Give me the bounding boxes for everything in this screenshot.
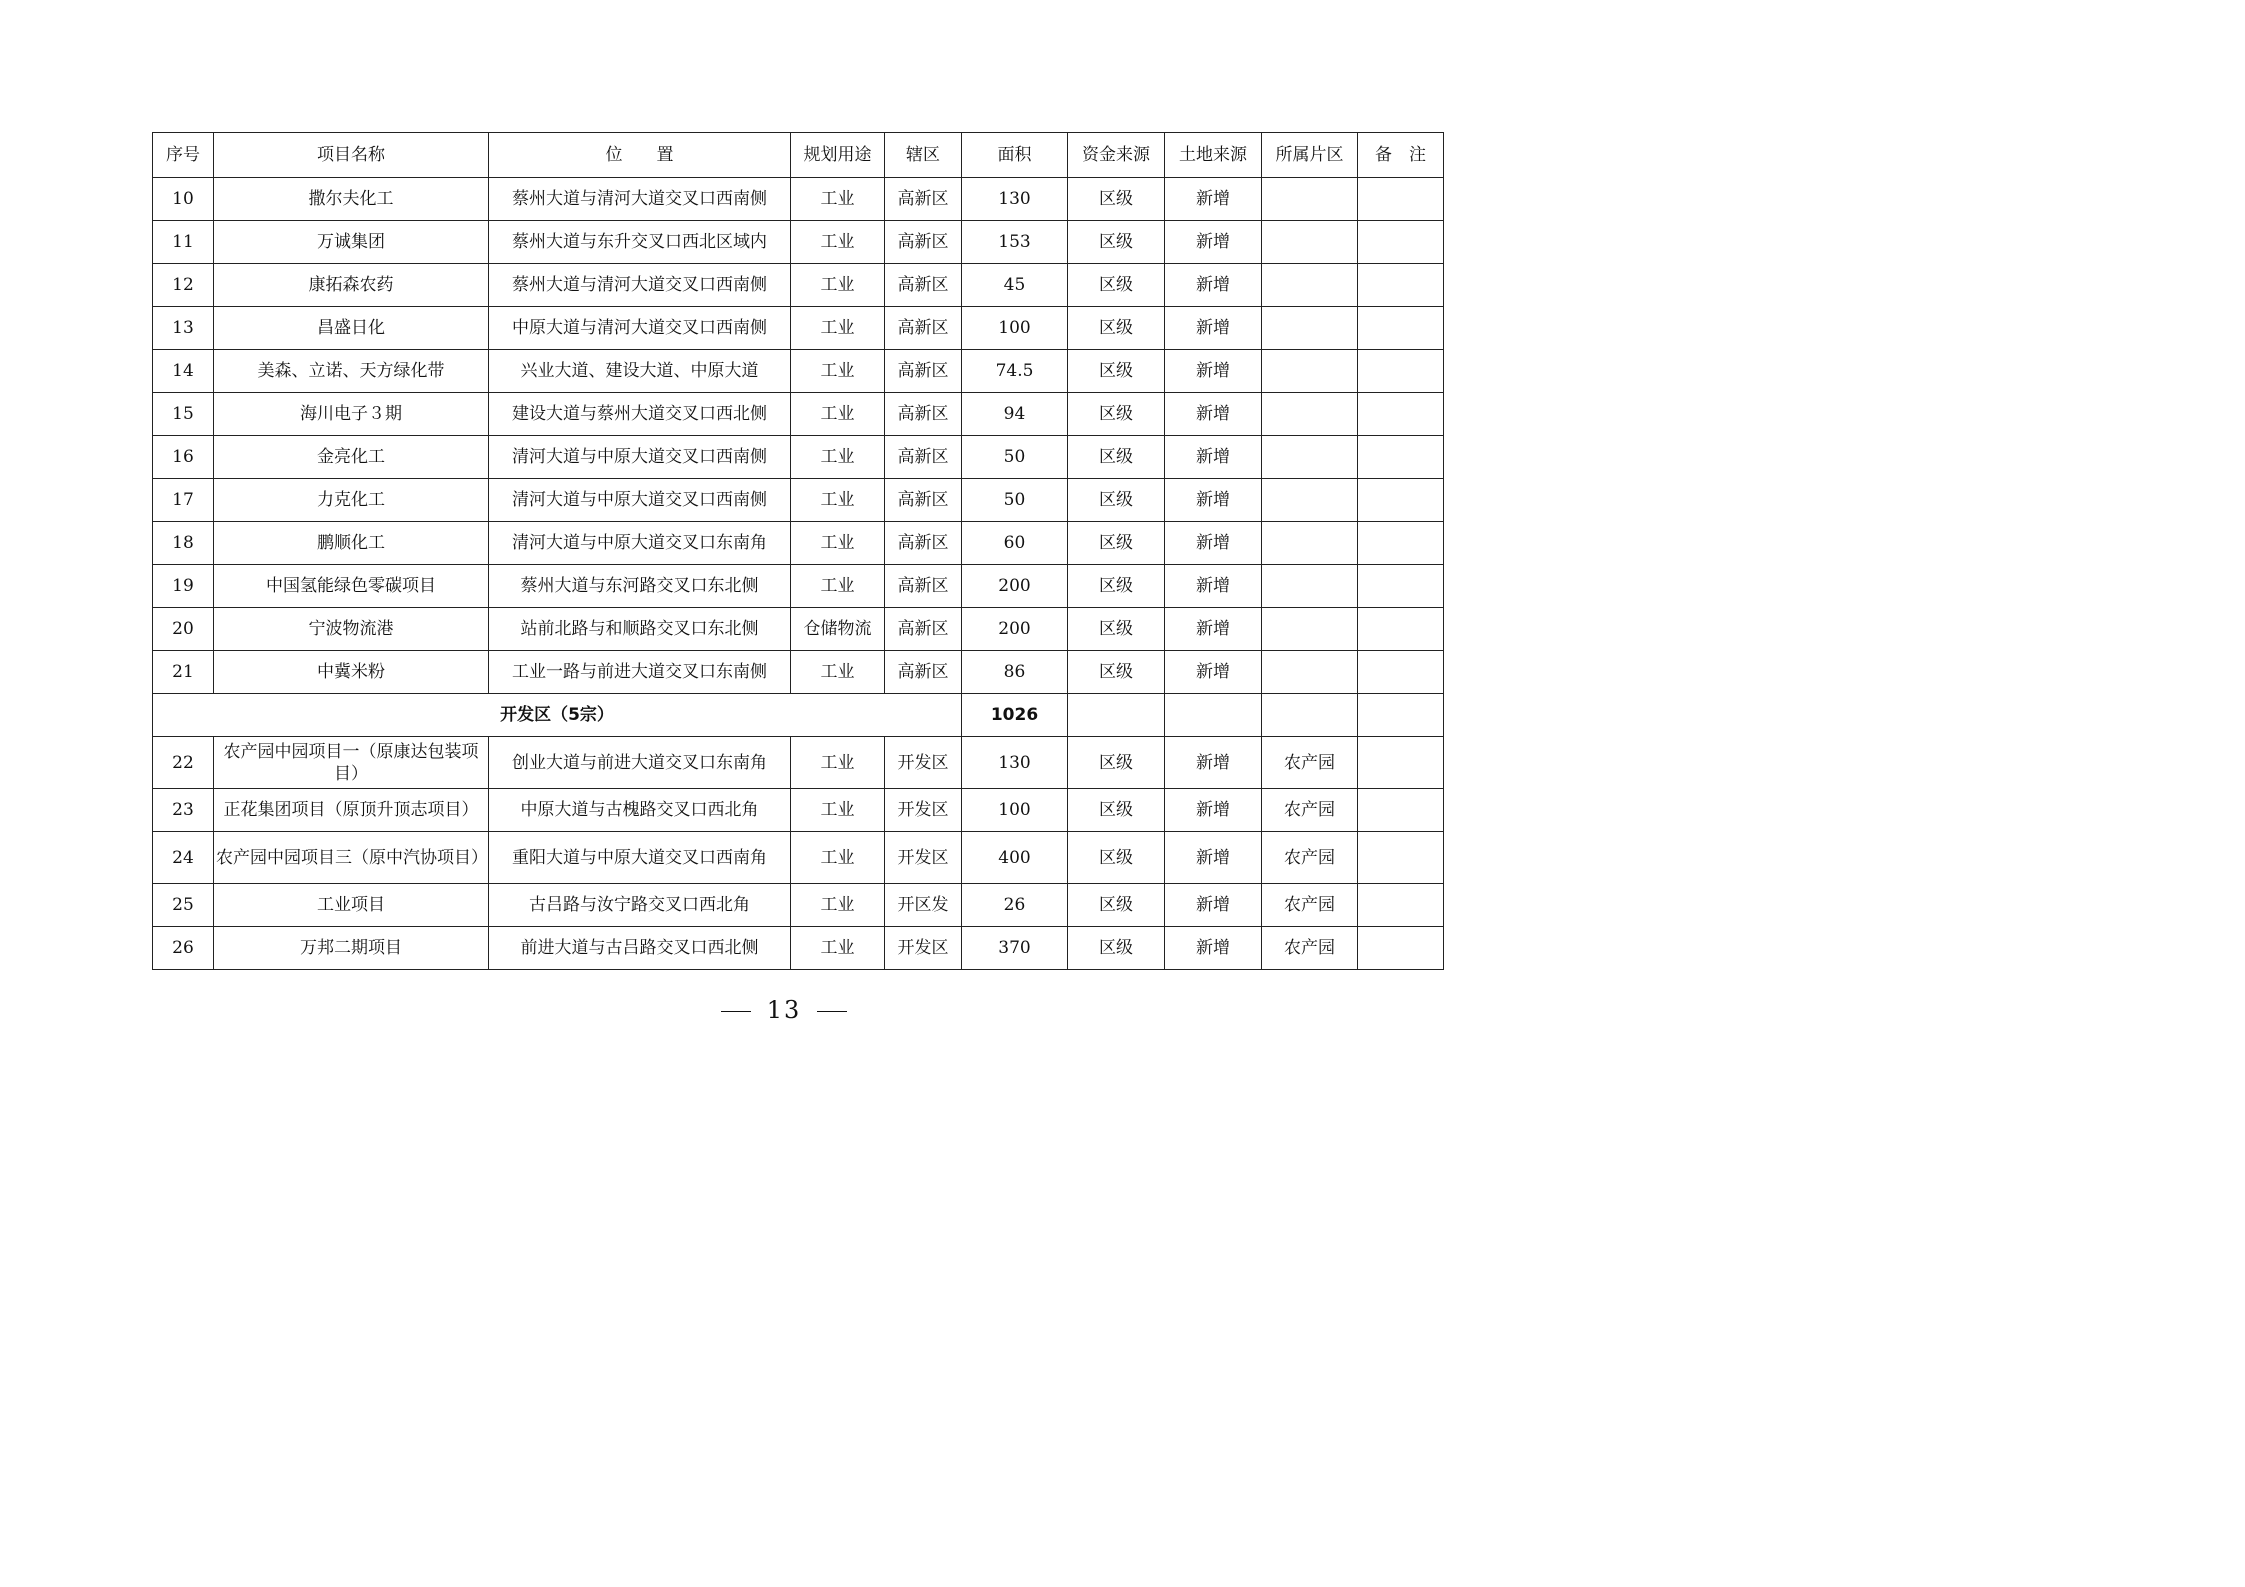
cell-name: 力克化工 (214, 479, 489, 522)
cell-area: 400 (962, 832, 1068, 884)
cell-area: 100 (962, 789, 1068, 832)
cell-location: 重阳大道与中原大道交叉口西南角 (489, 832, 791, 884)
cell-note (1358, 789, 1444, 832)
cell-land: 新增 (1165, 479, 1262, 522)
cell-zone: 农产园 (1262, 789, 1358, 832)
cell-note (1358, 608, 1444, 651)
header-zone: 所属片区 (1262, 133, 1358, 178)
cell-land: 新增 (1165, 832, 1262, 884)
cell-district: 高新区 (885, 479, 962, 522)
cell-land: 新增 (1165, 737, 1262, 789)
cell-area: 60 (962, 522, 1068, 565)
cell-note (1358, 565, 1444, 608)
cell-district: 高新区 (885, 608, 962, 651)
header-location: 位 置 (489, 133, 791, 178)
subtotal-area: 1026 (962, 694, 1068, 737)
cell-name: 康拓森农药 (214, 264, 489, 307)
cell-name: 金亮化工 (214, 436, 489, 479)
cell-location: 工业一路与前进大道交叉口东南侧 (489, 651, 791, 694)
cell-area: 50 (962, 436, 1068, 479)
cell-district: 高新区 (885, 350, 962, 393)
dash-right (817, 1011, 847, 1012)
cell-land: 新增 (1165, 436, 1262, 479)
cell-note (1358, 264, 1444, 307)
cell-fund: 区级 (1068, 264, 1165, 307)
cell-name: 万邦二期项目 (214, 927, 489, 970)
cell-location: 中原大道与古槐路交叉口西北角 (489, 789, 791, 832)
cell-no: 20 (153, 608, 214, 651)
cell-zone: 农产园 (1262, 884, 1358, 927)
cell-area: 100 (962, 307, 1068, 350)
cell-name: 农产园中园项目三（原中汽协项目） (214, 832, 489, 884)
cell-zone (1262, 350, 1358, 393)
cell-usage: 工业 (791, 221, 885, 264)
cell-fund: 区级 (1068, 927, 1165, 970)
cell-land: 新增 (1165, 178, 1262, 221)
cell-location: 站前北路与和顺路交叉口东北侧 (489, 608, 791, 651)
cell-no: 22 (153, 737, 214, 789)
cell-zone: 农产园 (1262, 927, 1358, 970)
cell-district: 高新区 (885, 264, 962, 307)
subtotal-empty (1358, 694, 1444, 737)
header-no: 序号 (153, 133, 214, 178)
cell-no: 21 (153, 651, 214, 694)
cell-area: 45 (962, 264, 1068, 307)
cell-fund: 区级 (1068, 737, 1165, 789)
cell-usage: 工业 (791, 479, 885, 522)
cell-note (1358, 651, 1444, 694)
cell-no: 18 (153, 522, 214, 565)
dash-left (721, 1011, 751, 1012)
cell-usage: 工业 (791, 651, 885, 694)
cell-location: 蔡州大道与清河大道交叉口西南侧 (489, 264, 791, 307)
header-area: 面积 (962, 133, 1068, 178)
cell-location: 清河大道与中原大道交叉口东南角 (489, 522, 791, 565)
cell-name: 工业项目 (214, 884, 489, 927)
cell-name: 宁波物流港 (214, 608, 489, 651)
cell-district: 开发区 (885, 832, 962, 884)
cell-district: 高新区 (885, 393, 962, 436)
subtotal-row (153, 694, 1444, 737)
table-row (153, 264, 1444, 307)
cell-area: 94 (962, 393, 1068, 436)
cell-area: 50 (962, 479, 1068, 522)
cell-land: 新增 (1165, 565, 1262, 608)
cell-name: 万诚集团 (214, 221, 489, 264)
cell-name: 海川电子３期 (214, 393, 489, 436)
cell-fund: 区级 (1068, 436, 1165, 479)
cell-location: 蔡州大道与清河大道交叉口西南侧 (489, 178, 791, 221)
cell-land: 新增 (1165, 789, 1262, 832)
cell-district: 开发区 (885, 927, 962, 970)
cell-no: 15 (153, 393, 214, 436)
cell-no: 24 (153, 832, 214, 884)
cell-zone (1262, 608, 1358, 651)
table-row (153, 479, 1444, 522)
cell-no: 26 (153, 927, 214, 970)
cell-note (1358, 479, 1444, 522)
cell-zone (1262, 479, 1358, 522)
cell-fund: 区级 (1068, 522, 1165, 565)
cell-usage: 工业 (791, 884, 885, 927)
cell-zone (1262, 522, 1358, 565)
cell-note (1358, 927, 1444, 970)
cell-location: 清河大道与中原大道交叉口西南侧 (489, 479, 791, 522)
cell-location: 古吕路与汝宁路交叉口西北角 (489, 884, 791, 927)
table-row (153, 221, 1444, 264)
cell-fund: 区级 (1068, 608, 1165, 651)
cell-area: 153 (962, 221, 1068, 264)
cell-no: 16 (153, 436, 214, 479)
subtotal-empty (1165, 694, 1262, 737)
cell-land: 新增 (1165, 522, 1262, 565)
cell-fund: 区级 (1068, 393, 1165, 436)
cell-note (1358, 221, 1444, 264)
cell-no: 10 (153, 178, 214, 221)
cell-land: 新增 (1165, 264, 1262, 307)
cell-fund: 区级 (1068, 884, 1165, 927)
cell-zone (1262, 307, 1358, 350)
cell-no: 12 (153, 264, 214, 307)
cell-usage: 工业 (791, 264, 885, 307)
cell-fund: 区级 (1068, 307, 1165, 350)
cell-district: 高新区 (885, 307, 962, 350)
cell-area: 370 (962, 927, 1068, 970)
cell-location: 建设大道与蔡州大道交叉口西北侧 (489, 393, 791, 436)
table-row (153, 522, 1444, 565)
cell-name: 鹏顺化工 (214, 522, 489, 565)
header-district: 辖区 (885, 133, 962, 178)
cell-note (1358, 522, 1444, 565)
header-land: 土地来源 (1165, 133, 1262, 178)
cell-usage: 工业 (791, 832, 885, 884)
table-row (153, 789, 1444, 832)
cell-land: 新增 (1165, 307, 1262, 350)
header-fund: 资金来源 (1068, 133, 1165, 178)
cell-fund: 区级 (1068, 221, 1165, 264)
cell-district: 高新区 (885, 221, 962, 264)
cell-zone (1262, 393, 1358, 436)
cell-usage: 工业 (791, 927, 885, 970)
project-table (152, 132, 1444, 970)
cell-zone (1262, 436, 1358, 479)
page-number (0, 996, 1568, 1024)
table-header-row (153, 133, 1444, 178)
cell-usage: 仓储物流 (791, 608, 885, 651)
cell-district: 高新区 (885, 436, 962, 479)
cell-district: 开区发 (885, 884, 962, 927)
cell-usage: 工业 (791, 307, 885, 350)
cell-fund: 区级 (1068, 565, 1165, 608)
cell-location: 蔡州大道与东升交叉口西北区域内 (489, 221, 791, 264)
cell-note (1358, 884, 1444, 927)
cell-district: 高新区 (885, 522, 962, 565)
cell-note (1358, 178, 1444, 221)
cell-location: 清河大道与中原大道交叉口西南侧 (489, 436, 791, 479)
cell-note (1358, 737, 1444, 789)
cell-no: 25 (153, 884, 214, 927)
cell-zone (1262, 264, 1358, 307)
cell-usage: 工业 (791, 565, 885, 608)
cell-location: 蔡州大道与东河路交叉口东北侧 (489, 565, 791, 608)
table-row (153, 737, 1444, 789)
header-note: 备 注 (1358, 133, 1444, 178)
cell-name: 正花集团项目（原顶升顶志项目） (214, 789, 489, 832)
cell-area: 130 (962, 737, 1068, 789)
cell-area: 200 (962, 608, 1068, 651)
cell-land: 新增 (1165, 393, 1262, 436)
cell-no: 11 (153, 221, 214, 264)
cell-fund: 区级 (1068, 178, 1165, 221)
cell-location: 中原大道与清河大道交叉口西南侧 (489, 307, 791, 350)
cell-district: 高新区 (885, 565, 962, 608)
cell-district: 开发区 (885, 737, 962, 789)
cell-land: 新增 (1165, 651, 1262, 694)
cell-land: 新增 (1165, 350, 1262, 393)
cell-note (1358, 832, 1444, 884)
table-row (153, 927, 1444, 970)
cell-usage: 工业 (791, 789, 885, 832)
cell-area: 200 (962, 565, 1068, 608)
table-row (153, 832, 1444, 884)
cell-area: 74.5 (962, 350, 1068, 393)
cell-zone: 农产园 (1262, 737, 1358, 789)
cell-district: 高新区 (885, 651, 962, 694)
cell-name: 农产园中园项目一（原康达包装项目） (214, 737, 489, 789)
cell-name: 撒尔夫化工 (214, 178, 489, 221)
cell-fund: 区级 (1068, 350, 1165, 393)
cell-zone (1262, 221, 1358, 264)
cell-area: 130 (962, 178, 1068, 221)
header-name: 项目名称 (214, 133, 489, 178)
cell-usage: 工业 (791, 522, 885, 565)
subtotal-empty (1068, 694, 1165, 737)
table-row (153, 884, 1444, 927)
cell-district: 开发区 (885, 789, 962, 832)
cell-usage: 工业 (791, 393, 885, 436)
cell-district: 高新区 (885, 178, 962, 221)
cell-location: 前进大道与古吕路交叉口西北侧 (489, 927, 791, 970)
cell-usage: 工业 (791, 737, 885, 789)
cell-zone (1262, 651, 1358, 694)
cell-note (1358, 393, 1444, 436)
table-row (153, 350, 1444, 393)
cell-fund: 区级 (1068, 651, 1165, 694)
cell-name: 昌盛日化 (214, 307, 489, 350)
cell-no: 19 (153, 565, 214, 608)
cell-name: 中冀米粉 (214, 651, 489, 694)
cell-note (1358, 350, 1444, 393)
table-row (153, 307, 1444, 350)
cell-land: 新增 (1165, 608, 1262, 651)
cell-fund: 区级 (1068, 832, 1165, 884)
cell-no: 17 (153, 479, 214, 522)
cell-usage: 工业 (791, 178, 885, 221)
cell-usage: 工业 (791, 350, 885, 393)
header-usage: 规划用途 (791, 133, 885, 178)
cell-land: 新增 (1165, 884, 1262, 927)
table-row (153, 393, 1444, 436)
cell-fund: 区级 (1068, 479, 1165, 522)
table-body (153, 178, 1444, 970)
cell-name: 美森、立诺、天方绿化带 (214, 350, 489, 393)
cell-note (1358, 307, 1444, 350)
cell-zone (1262, 178, 1358, 221)
cell-no: 14 (153, 350, 214, 393)
cell-fund: 区级 (1068, 789, 1165, 832)
cell-area: 26 (962, 884, 1068, 927)
cell-location: 兴业大道、建设大道、中原大道 (489, 350, 791, 393)
cell-area: 86 (962, 651, 1068, 694)
table-row (153, 178, 1444, 221)
table-row (153, 565, 1444, 608)
cell-name: 中国氢能绿色零碳项目 (214, 565, 489, 608)
table-row (153, 608, 1444, 651)
page-number-text: 13 (766, 996, 802, 1024)
cell-location: 创业大道与前进大道交叉口东南角 (489, 737, 791, 789)
cell-land: 新增 (1165, 221, 1262, 264)
table-row (153, 651, 1444, 694)
subtotal-label: 开发区（5宗） (153, 694, 962, 737)
cell-usage: 工业 (791, 436, 885, 479)
cell-note (1358, 436, 1444, 479)
subtotal-empty (1262, 694, 1358, 737)
cell-zone (1262, 565, 1358, 608)
cell-land: 新增 (1165, 927, 1262, 970)
cell-zone: 农产园 (1262, 832, 1358, 884)
table-row (153, 436, 1444, 479)
cell-no: 23 (153, 789, 214, 832)
cell-no: 13 (153, 307, 214, 350)
